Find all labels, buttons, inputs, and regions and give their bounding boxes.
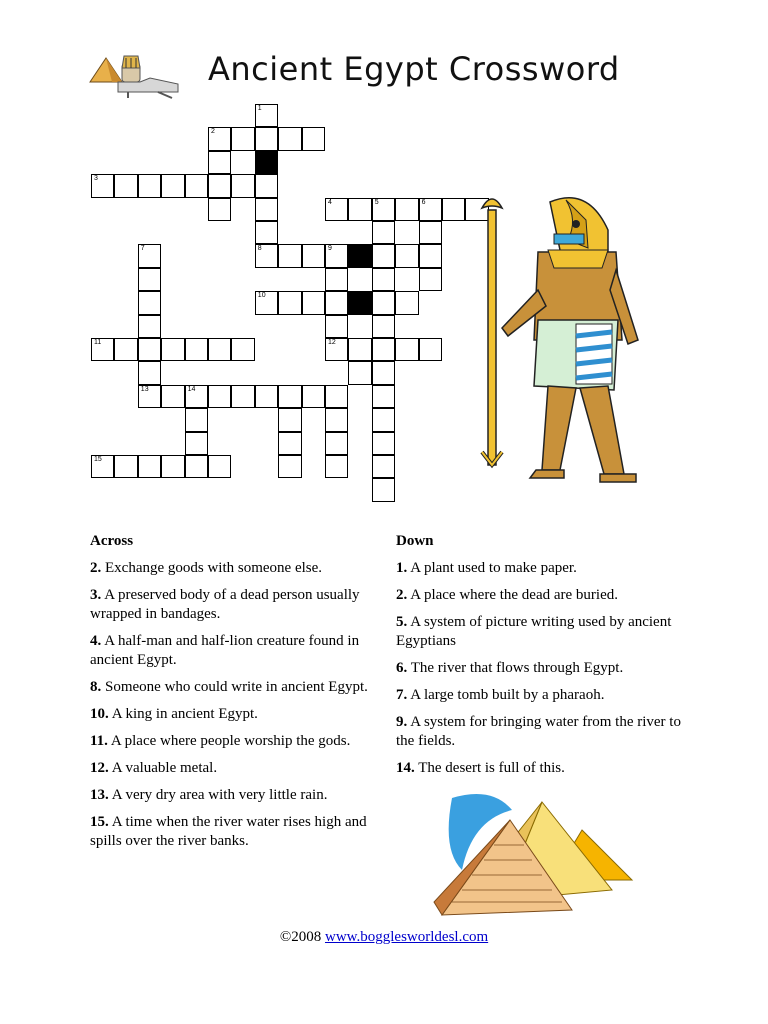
crossword-cell[interactable]: [185, 338, 208, 361]
crossword-cell[interactable]: [255, 198, 278, 221]
clue-text: A very dry area with very little rain.: [111, 787, 328, 803]
crossword-cell[interactable]: [114, 174, 137, 197]
clue-num: 1.: [396, 560, 408, 576]
clue-num: 11.: [90, 733, 108, 749]
down-clue: [396, 659, 696, 678]
pyramids-icon: [432, 790, 642, 920]
crossword-cell[interactable]: [138, 385, 161, 408]
clue-num: 9.: [396, 714, 408, 730]
clue-text: A place where the dead are buried.: [410, 587, 618, 603]
crossword-cell[interactable]: [302, 244, 325, 267]
clue-number: 13: [140, 385, 149, 393]
clue-number: 10: [257, 292, 266, 300]
clue-number: 5: [374, 198, 379, 206]
crossword-cell[interactable]: [372, 291, 395, 314]
clue-num: 12.: [90, 760, 109, 776]
crossword-cell[interactable]: [419, 268, 442, 291]
clue-number: 1: [257, 105, 262, 112]
crossword-cell[interactable]: [138, 315, 161, 338]
crossword-cell[interactable]: [302, 385, 325, 408]
crossword-cell[interactable]: [372, 244, 395, 267]
clue-num: 2.: [396, 587, 408, 603]
crossword-cell[interactable]: [278, 244, 301, 267]
down-heading: Down: [396, 533, 434, 549]
crossword-cell[interactable]: [442, 198, 465, 221]
clue-number: 11: [94, 339, 102, 346]
crossword-cell[interactable]: [161, 338, 184, 361]
across-clue: [90, 786, 380, 805]
clue-number: 2: [211, 128, 215, 136]
down-clue: [396, 686, 696, 705]
crossword-cell[interactable]: [208, 127, 231, 150]
horus-figure-icon: [468, 190, 648, 490]
crossword-cell[interactable]: [395, 338, 418, 361]
crossword-cell[interactable]: [208, 198, 231, 221]
clue-text: A system of picture writing used by ancient Egyptians: [396, 614, 672, 649]
down-clue: [396, 613, 696, 651]
crossword-cell[interactable]: [348, 361, 371, 384]
clue-text: The river that flows through Egypt.: [410, 660, 624, 676]
clue-num: 5.: [396, 614, 408, 630]
crossword-cell[interactable]: [231, 174, 254, 197]
crossword-cell[interactable]: [419, 221, 442, 244]
crossword-cell[interactable]: [255, 104, 278, 127]
down-clue: [396, 586, 696, 605]
crossword-cell[interactable]: [208, 338, 231, 361]
crossword-cell[interactable]: [114, 455, 137, 478]
crossword-cell[interactable]: [161, 455, 184, 478]
across-clue: [90, 632, 380, 670]
crossword-cell[interactable]: [348, 198, 371, 221]
crossword-cell[interactable]: [325, 338, 348, 361]
crossword-cell[interactable]: [208, 385, 231, 408]
down-clue: [396, 713, 696, 751]
crossword-cell[interactable]: [91, 174, 114, 197]
crossword-cell[interactable]: [185, 408, 208, 431]
crossword-cell[interactable]: [185, 432, 208, 455]
crossword-cell[interactable]: [138, 361, 161, 384]
crossword-cell[interactable]: [278, 408, 301, 431]
clue-text: A half-man and half-lion creature found in ancient Egypt.: [90, 633, 360, 668]
crossword-cell[interactable]: [255, 385, 278, 408]
across-heading: Across: [90, 533, 134, 549]
down-clue: [396, 559, 696, 578]
clue-number: 3: [94, 175, 98, 183]
clue-text: Someone who could write in ancient Egypt.: [105, 679, 368, 695]
across-clue: [90, 759, 380, 778]
crossword-cell[interactable]: [185, 455, 208, 478]
crossword-cell[interactable]: [325, 198, 348, 221]
clue-num: 4.: [90, 633, 102, 649]
crossword-cell[interactable]: [372, 315, 395, 338]
crossword-cell[interactable]: [231, 338, 254, 361]
crossword-cell[interactable]: [372, 432, 395, 455]
crossword-cell[interactable]: [372, 361, 395, 384]
crossword-cell[interactable]: [138, 455, 161, 478]
crossword-cell[interactable]: [138, 174, 161, 197]
clue-text: A preserved body of a dead person usually wrapped in bandages.: [90, 587, 360, 622]
crossword-cell[interactable]: [138, 338, 161, 361]
crossword-cell[interactable]: [91, 455, 114, 478]
clue-text: A king in ancient Egypt.: [111, 706, 258, 722]
crossword-cell[interactable]: [325, 268, 348, 291]
crossword-cell[interactable]: [325, 432, 348, 455]
crossword-cell[interactable]: [395, 244, 418, 267]
clue-text: A place where people worship the gods.: [110, 733, 351, 749]
crossword-cell[interactable]: [91, 338, 114, 361]
crossword-cell[interactable]: [278, 432, 301, 455]
crossword-cell[interactable]: [255, 221, 278, 244]
clue-text: A plant used to make paper.: [410, 560, 577, 576]
clue-num: 13.: [90, 787, 109, 803]
crossword-cell[interactable]: [185, 174, 208, 197]
clue-num: 10.: [90, 706, 109, 722]
copyright-text: ©2008: [279, 929, 325, 945]
crossword-cell[interactable]: [255, 127, 278, 150]
crossword-cell[interactable]: [348, 338, 371, 361]
crossword-cell[interactable]: [138, 244, 161, 267]
clue-number: 9: [328, 245, 332, 253]
crossword-cell[interactable]: [302, 291, 325, 314]
across-clue: [90, 559, 380, 578]
clue-number: 14: [187, 385, 196, 393]
crossword-cell[interactable]: [372, 338, 395, 361]
crossword-cell[interactable]: [372, 268, 395, 291]
across-clue: [90, 732, 380, 751]
crossword-cell[interactable]: [231, 385, 254, 408]
crossword-cell[interactable]: [372, 385, 395, 408]
clue-number: 15: [94, 456, 102, 463]
footer: [0, 929, 768, 946]
crossword-cell[interactable]: [138, 291, 161, 314]
crossword-cell[interactable]: [231, 127, 254, 150]
across-clue: [90, 586, 380, 624]
crossword-cell[interactable]: [372, 455, 395, 478]
crossword-cell[interactable]: [278, 127, 301, 150]
clue-num: 6.: [396, 660, 408, 676]
crossword-cell[interactable]: [185, 385, 208, 408]
crossword-cell[interactable]: [208, 174, 231, 197]
down-clue: [396, 759, 696, 778]
crossword-cell[interactable]: [278, 385, 301, 408]
crossword-black-cell: [255, 151, 278, 174]
crossword-cell[interactable]: [325, 244, 348, 267]
clue-num: 8.: [90, 679, 102, 695]
clue-number: 4: [328, 198, 332, 206]
crossword-cell[interactable]: [114, 338, 137, 361]
crossword-cell[interactable]: [372, 478, 395, 501]
crossword-cell[interactable]: [325, 385, 348, 408]
crossword-cell[interactable]: [395, 198, 418, 221]
website-link[interactable]: www.bogglesworldesl.com: [324, 929, 489, 945]
clue-text: A valuable metal.: [111, 760, 218, 776]
crossword-black-cell: [348, 291, 371, 314]
clue-number: 7: [140, 245, 145, 253]
clue-num: 2.: [90, 560, 102, 576]
clue-text: A large tomb built by a pharaoh.: [410, 687, 605, 703]
down-clues: [396, 532, 696, 786]
clue-number: 12: [328, 339, 336, 346]
crossword-cell[interactable]: [372, 408, 395, 431]
crossword-black-cell: [348, 244, 371, 267]
clue-num: 3.: [90, 587, 102, 603]
clue-num: 14.: [396, 760, 415, 776]
clue-text: Exchange goods with someone else.: [105, 560, 323, 576]
crossword-cell[interactable]: [208, 455, 231, 478]
crossword-cell[interactable]: [255, 244, 278, 267]
crossword-cell[interactable]: [419, 244, 442, 267]
crossword-cell[interactable]: [278, 291, 301, 314]
crossword-cell[interactable]: [419, 338, 442, 361]
crossword-cell[interactable]: [325, 455, 348, 478]
across-clues: [90, 532, 380, 859]
clue-num: 7.: [396, 687, 408, 703]
crossword-cell[interactable]: [278, 455, 301, 478]
across-clue: [90, 813, 380, 851]
crossword-cell[interactable]: [372, 198, 395, 221]
crossword-cell[interactable]: [161, 174, 184, 197]
clue-number: 6: [421, 198, 426, 206]
page-title: Ancient Egypt Crossword: [208, 50, 620, 88]
crossword-cell[interactable]: [208, 151, 231, 174]
crossword-cell[interactable]: [372, 221, 395, 244]
crossword-cell[interactable]: [419, 198, 442, 221]
crossword-cell[interactable]: [325, 315, 348, 338]
clue-text: A time when the river water rises high and spills over the river banks.: [90, 814, 367, 849]
crossword-cell[interactable]: [255, 174, 278, 197]
crossword-cell[interactable]: [255, 291, 278, 314]
crossword-cell[interactable]: [395, 291, 418, 314]
crossword-cell[interactable]: [302, 127, 325, 150]
clue-text: The desert is full of this.: [418, 760, 565, 776]
clue-num: 15.: [90, 814, 109, 830]
across-clue: [90, 678, 380, 697]
crossword-cell[interactable]: [325, 408, 348, 431]
across-clue: [90, 705, 380, 724]
clue-number: 8: [257, 245, 262, 253]
crossword-cell[interactable]: [325, 291, 348, 314]
crossword-cell[interactable]: [161, 385, 184, 408]
crossword-cell[interactable]: [138, 268, 161, 291]
clue-text: A system for bringing water from the river to the fields.: [396, 714, 681, 749]
